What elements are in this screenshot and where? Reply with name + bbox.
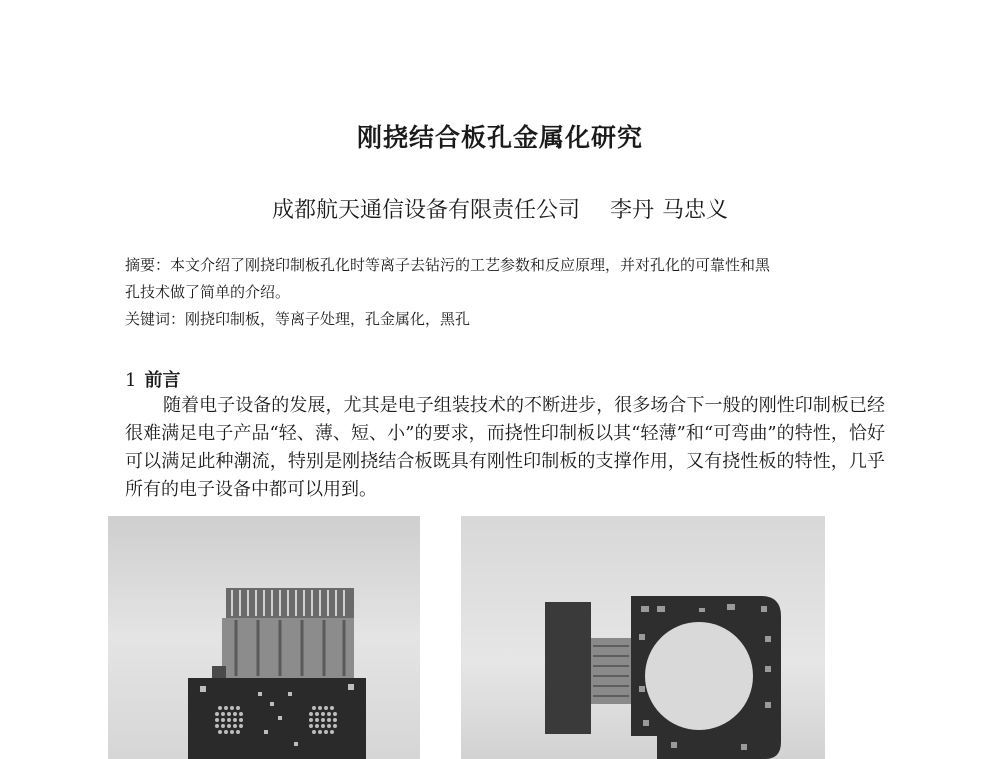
figure-photo-flex-board [108, 516, 420, 759]
flex-section [591, 638, 631, 704]
rigid-board [188, 678, 366, 759]
circular-opening [645, 622, 753, 730]
section-heading [125, 366, 180, 392]
section-number: 1 [125, 370, 137, 391]
keywords: 关键词：刚挠印制板，等离子处理，孔金属化，黑孔 [125, 310, 471, 328]
pcb-illustration [461, 516, 825, 759]
byline [0, 193, 1000, 224]
author-name: 李丹 [609, 198, 654, 223]
connector-tab [545, 602, 591, 734]
intro-paragraph: 随着电子设备的发展，尤其是电子组装技术的不断进步，很多场合下一般的刚性印制板已经很难满足电子产品“轻、薄、短、小”的要求，而挠性印制板以其“轻薄”和“可弯曲”的特性，恰好可以满足此种潮流，特别是刚挠结合板既具有刚性印制板的支撑作用，又有挠性板的特性，几乎所有的电子设备中都可以用到。 [125, 395, 885, 500]
affiliation: 成都航天通信设备有限责任公司 [271, 198, 580, 223]
author-name: 马忠义 [662, 198, 729, 223]
section-title: 前言 [144, 370, 181, 391]
connector-strip [226, 588, 354, 618]
abstract-line: 摘要：本文介绍了刚挠印制板孔化时等离子去钻污的工艺参数和反应原理，并对孔化的可靠性和黑 [125, 256, 771, 274]
abstract-line: 孔技术做了简单的介绍。 [125, 283, 291, 301]
abstract [125, 252, 885, 333]
figure-photo-rigid-flex-board [461, 516, 825, 759]
paper-title: 刚挠结合板孔金属化研究 [356, 123, 643, 152]
pcb-illustration [108, 516, 420, 759]
flex-section [222, 618, 354, 678]
